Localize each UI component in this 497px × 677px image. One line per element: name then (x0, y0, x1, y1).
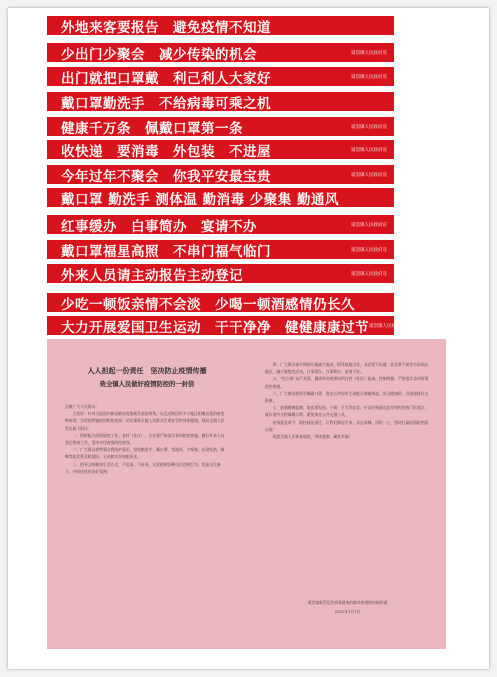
slogan-text: 戴口罩 勤洗手 测体温 勤消毒 少聚集 勤通风 (61, 191, 339, 208)
slogan-banner (47, 264, 394, 283)
banner-issuer: 道滘镇人民政府宣 (351, 222, 387, 228)
slogan-text: 少出门少聚会 减少传染的机会 (61, 46, 257, 63)
slogan-banner (47, 67, 394, 86)
open-letter-panel (47, 339, 446, 649)
banner-issuer: 道滘镇人民政府宣 (351, 74, 387, 80)
banner-issuer: 道滘镇人民政府宣 (351, 172, 387, 178)
letter-date: 2021年1月7日 (334, 609, 361, 614)
banner-issuer: 道滘镇人民政府宣 (369, 323, 405, 329)
slogan-text: 今年过年不聚会 你我平安最宝贵 (61, 168, 271, 185)
slogan-banner (47, 165, 394, 184)
slogan-text: 出门就把口罩戴 利己利人大家好 (61, 70, 271, 87)
letter-title: 人人担起一份责任 坚决防止疫情传播 (87, 367, 207, 375)
letter-body-right: 四、广大群众春节期间尽量减少流动，倡导就地过年，非必要不出境，非必要不前往中高风险地区，减少聚集性活动，红事缓办、白事简办、宴请不办。 五、“红白事”从严从简，确需举办的要向所在村（社区）报备，控制规模，严格落实各项疫情防控措施。 六、广大群众要科学佩戴口罩，进出公共场所主动配合测量体温、出示健康码，自觉保持社交距离。 七、加强健康监测，如出现发热、干咳、乏力等症状，应及时到就近医疗机构发热门诊就诊，就诊途中全程佩戴口罩，避免乘坐公共交通工具。 疫情就是命令，防控就是责任。让我们携起手来，众志成城、团结一心，坚决打赢疫情防控阻击战！ 祝愿全镇人民新春愉快，身体健康，阖家幸福！ (265, 362, 429, 440)
slogan-text: 戴口罩福星高照 不串门福气临门 (61, 243, 271, 260)
slogan-banner (47, 188, 394, 207)
banner-issuer: 道滘镇人民政府宣 (351, 50, 387, 56)
slogan-banner (47, 215, 394, 234)
slogan-banner (47, 140, 394, 159)
letter-signature: 道滘镇新型冠状病毒感染的肺炎疫情防控指挥部 (307, 600, 388, 605)
banner-issuer: 道滘镇人民政府宣 (351, 124, 387, 130)
letter-body-left: 全镇广大人民群众： 大家好！针对当前国内新冠肺炎疫情新发展的形势，以及近期国外多个地区相继出现的新变种病毒，为巩固我镇疫情防控成果，切实保障全镇人民群众生命安全和身体健康，现向全镇人民发出如下倡议： 一、积极配合疫情防控工作。各村（社区）、企业要严格落实各项防控措施，做好外来人员登记排查工作，坚决守住疫情防控底线。 二、广大群众要增强自我防护意识，坚持勤洗手、戴口罩、常通风、少聚集，出现发热、咳嗽等症状要及时就医，主动如实告知旅居史。 三、倡导文明健康生活方式，不信谣、不传谣，自觉抵制各种违法违规行为，营造全民参与、共同抗疫的良好氛围。 (65, 404, 225, 474)
slogan-text: 大力开展爱国卫生运动 干干净净 健健康康过节 (61, 319, 369, 336)
banner-issuer: 道滘镇人民政府宣 (351, 147, 387, 153)
slogan-text: 外来人员请主动报告主动登记 (61, 267, 243, 284)
banner-issuer: 道滘镇人民政府宣 (351, 247, 387, 253)
slogan-banner (47, 293, 394, 312)
slogan-text: 戴口罩勤洗手 不给病毒可乘之机 (61, 95, 271, 112)
slogan-text: 少吃一顿饭亲情不会淡 少喝一顿酒感情仍长久 (61, 296, 355, 313)
slogan-banner (47, 16, 394, 35)
slogan-banner (47, 43, 394, 62)
slogan-text: 外地来客要报告 避免疫情不知道 (61, 19, 271, 36)
slogan-text: 红事缓办 白事简办 宴请不办 (61, 218, 257, 235)
slogan-text: 健康千万条 佩戴口罩第一条 (61, 120, 243, 137)
banner-issuer: 道滘镇人民政府宣 (351, 271, 387, 277)
slogan-banner (47, 240, 394, 259)
slogan-banner (47, 316, 405, 336)
slogan-banner (47, 117, 394, 136)
slogan-banner (47, 92, 394, 111)
letter-subtitle: 致全镇人民做好疫情防控的一封信 (99, 381, 195, 388)
slogan-text: 收快递 要消毒 外包装 不进屋 (61, 143, 271, 160)
